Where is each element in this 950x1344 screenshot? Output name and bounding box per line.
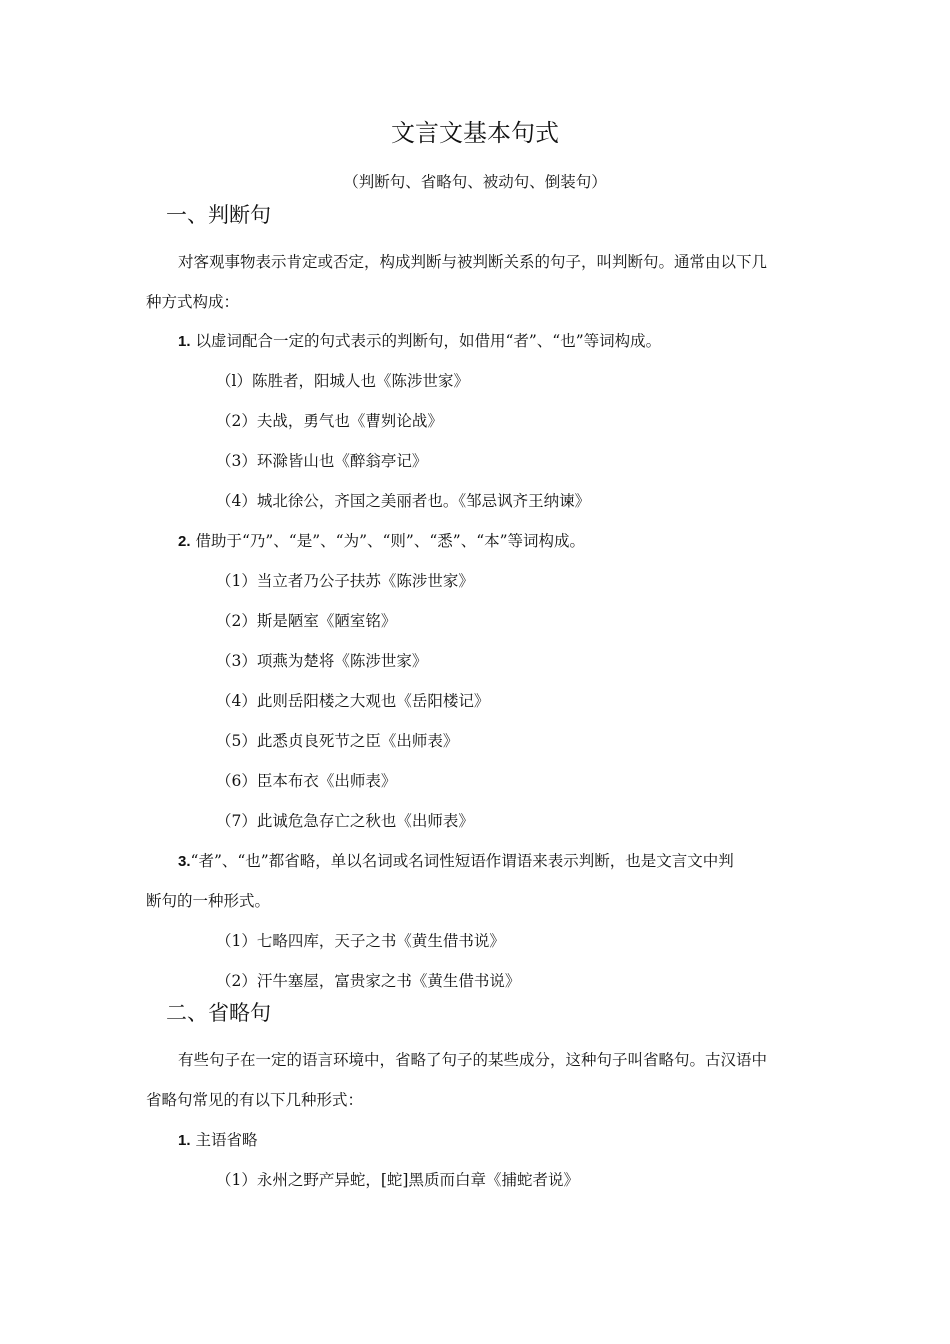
example-line: （3）环滁皆山也《醉翁亭记》 — [216, 452, 428, 470]
example-line: （3）项燕为楚将《陈涉世家》 — [216, 652, 428, 670]
section-heading-omission: 二、省略句 — [166, 1001, 271, 1025]
section1-item3 — [178, 851, 734, 872]
example-line: （2）汗牛塞屋，富贵家之书《黄生借书说》 — [216, 972, 521, 990]
section1-item3-line2: 断句的一种形式。 — [146, 892, 271, 910]
example-line: （1）永州之野产异蛇，[蛇]黑质而白章《捕蛇者说》 — [216, 1171, 579, 1189]
example-line: （2）夫战，勇气也《曹刿论战》 — [216, 412, 443, 430]
section2-intro-line1: 有些句子在一定的语言环境中，省略了句子的某些成分，这种句子叫省略句。古汉语中 — [178, 1051, 768, 1069]
document-title: 文言文基本句式 — [391, 119, 559, 147]
example-line: （4）城北徐公，齐国之美丽者也。《邹忌讽齐王纳谏》 — [216, 492, 591, 510]
section-heading-judgment: 一、判断句 — [166, 203, 271, 227]
item-text: 以虚词配合一定的句式表示的判断句，如借用“者”、“也”等词构成。 — [195, 332, 662, 350]
section2-item1 — [178, 1130, 257, 1151]
item-number: 1. — [178, 1132, 191, 1149]
example-line: （l）陈胜者，阳城人也《陈涉世家》 — [216, 372, 469, 390]
example-line: （1）七略四库，天子之书《黄生借书说》 — [216, 932, 505, 950]
section1-intro-line1: 对客观事物表示肯定或否定，构成判断与被判断关系的句子，叫判断句。通常由以下几 — [178, 253, 768, 271]
item-text: 借助于“乃”、“是”、“为”、“则”、“悉”、“本”等词构成。 — [195, 532, 586, 550]
item-number: 2. — [178, 533, 191, 550]
example-line: （7）此诚危急存亡之秋也《出师表》 — [216, 812, 474, 830]
section2-intro-line2: 省略句常见的有以下几种形式： — [146, 1091, 364, 1109]
example-line: （6）臣本布衣《出师表》 — [216, 772, 397, 790]
document-subtitle: （判断句、省略句、被动句、倒装句） — [343, 173, 607, 191]
section1-intro-line2: 种方式构成： — [146, 293, 240, 311]
example-line: （4）此则岳阳楼之大观也《岳阳楼记》 — [216, 692, 490, 710]
section1-item2 — [178, 531, 585, 552]
item-number: 1. — [178, 333, 191, 350]
item-text: 主语省略 — [195, 1131, 258, 1149]
item-number: 3. — [178, 853, 191, 870]
example-line: （5）此悉贞良死节之臣《出师表》 — [216, 732, 459, 750]
section1-item1 — [178, 331, 661, 352]
example-line: （2）斯是陋室《陋室铭》 — [216, 612, 397, 630]
example-line: （1）当立者乃公子扶苏《陈涉世家》 — [216, 572, 474, 590]
item-text: “者”、“也”都省略，单以名词或名词性短语作谓语来表示判断，也是文言文中判 — [190, 852, 734, 870]
